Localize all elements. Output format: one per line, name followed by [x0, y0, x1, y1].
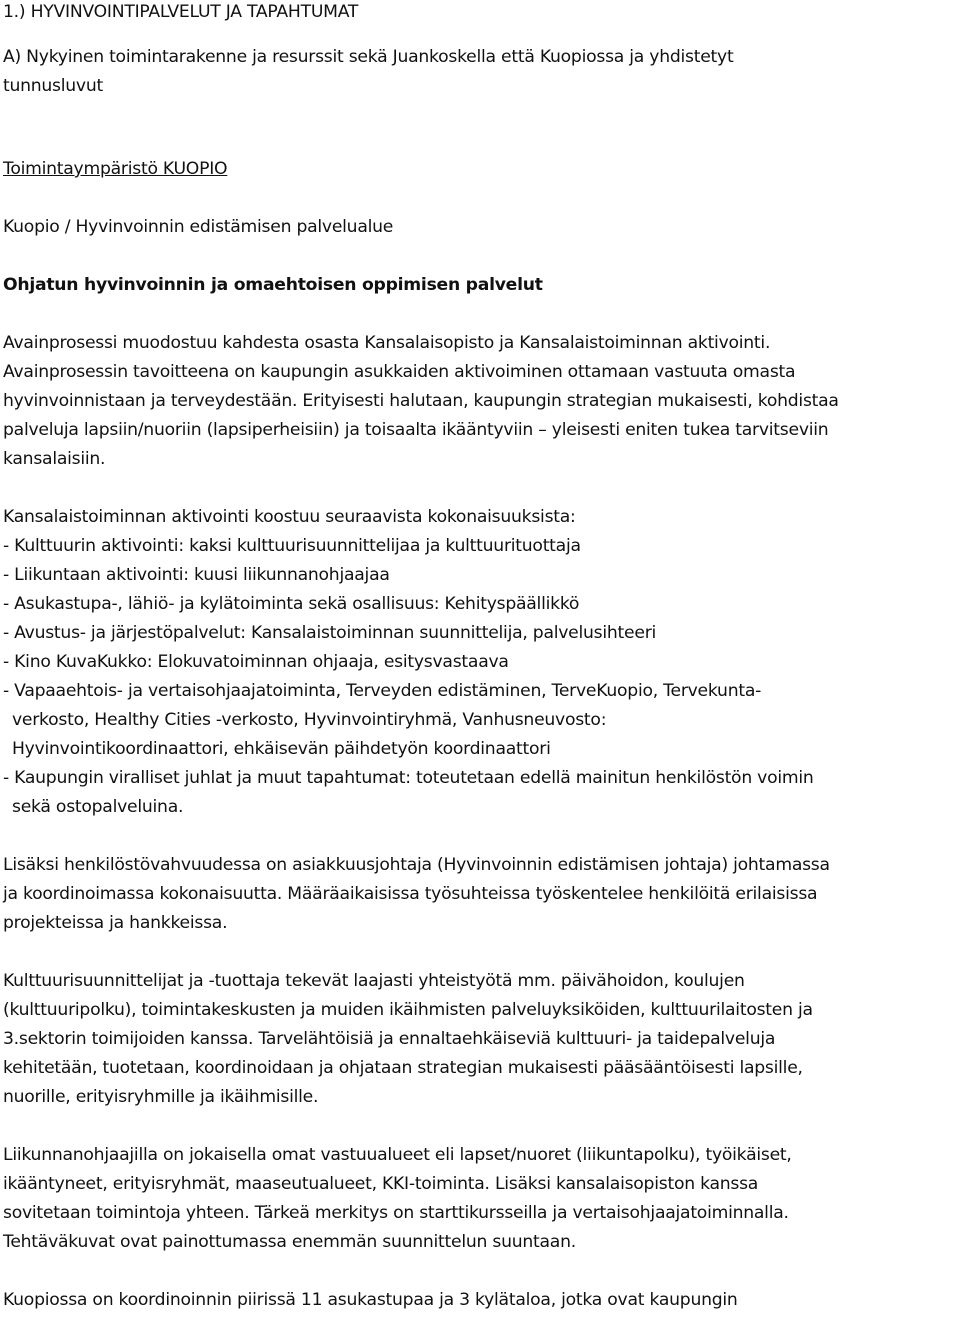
spacer: [3, 101, 955, 155]
paragraph-line: ja koordinoimassa kokonaisuutta. Määräaikaisissa työsuhteissa työskentelee henkilöitä erilaisissa: [3, 884, 818, 904]
list-item: - Kulttuurin aktivointi: kaksi kulttuurisuunnittelijaa ja kulttuurituottaja: [3, 536, 581, 556]
paragraph-culture-planners: [3, 967, 955, 1112]
paragraph-key-process: [3, 329, 955, 474]
org-path: Kuopio / Hyvinvoinnin edistämisen palvelualue: [3, 217, 394, 237]
list-item: - Asukastupa-, lähiö- ja kylätoiminta sekä osallisuus: Kehityspäällikkö: [3, 594, 580, 614]
subheading-line: A) Nykyinen toimintarakenne ja resurssit sekä Juankoskella että Kuopiossa ja yhdistetyt: [3, 47, 734, 67]
list-item-continuation: verkosto, Healthy Cities -verkosto, Hyvinvointiryhmä, Vanhusneuvosto:: [12, 710, 607, 730]
list-item-continuation: sekä ostopalveluina.: [12, 797, 184, 817]
document-heading: 1.) HYVINVOINTIPALVELUT JA TAPAHTUMAT: [3, 2, 359, 22]
paragraph-line: 3.sektorin toimijoiden kanssa. Tarvelähtöisiä ja ennaltaehkäiseviä kulttuuri- ja taidepalveluja: [3, 1029, 776, 1049]
spacer: [3, 822, 955, 851]
subheading-line: tunnusluvut: [3, 76, 103, 96]
paragraph-line: Lisäksi henkilöstövahvuudessa on asiakkuusjohtaja (Hyvinvoinnin edistämisen johtaja) johtamassa: [3, 855, 830, 875]
list-item-continuation: Hyvinvointikoordinaattori, ehkäisevän päihdetyön koordinaattori: [12, 739, 551, 759]
paragraph-line: projekteissa ja hankkeissa.: [3, 913, 228, 933]
paragraph-line: nuorille, erityisryhmille ja ikäihmisille.: [3, 1087, 319, 1107]
paragraph-line: Kuopiossa on koordinoinnin piirissä 11 asukastupaa ja 3 kylätaloa, jotka ovat kaupungin: [3, 1290, 738, 1310]
paragraph-line: kansalaisiin.: [3, 449, 106, 469]
paragraph-line: palveluja lapsiin/nuoriin (lapsiperheisiin) ja toisaalta ikääntyviin – yleisesti eniten tukea tarvitseviin: [3, 420, 829, 440]
list-intro: Kansalaistoiminnan aktivointi koostuu seuraavista kokonaisuuksista:: [3, 507, 576, 527]
spacer: [3, 27, 955, 43]
list-item: - Kaupungin viralliset juhlat ja muut tapahtumat: toteutetaan edellä mainitun henkilöstön voimin: [3, 768, 814, 788]
spacer: [3, 1257, 955, 1286]
paragraph-resident-houses: [3, 1286, 955, 1315]
list-item: - Avustus- ja järjestöpalvelut: Kansalaistoiminnan suunnittelija, palvelusihteeri: [3, 623, 657, 643]
spacer: [3, 1112, 955, 1141]
paragraph-staffing: [3, 851, 955, 938]
activation-list: [3, 503, 955, 822]
paragraph-line: Avainprosessi muodostuu kahdesta osasta Kansalaisopisto ja Kansalaistoiminnan aktivointi.: [3, 333, 771, 353]
paragraph-line: Avainprosessin tavoitteena on kaupungin asukkaiden aktivoiminen ottamaan vastuuta omasta: [3, 362, 796, 382]
spacer: [3, 300, 955, 329]
paragraph-line: kehitetään, tuotetaan, koordinoidaan ja ohjataan strategian mukaisesti pääsääntöisesti lapsille,: [3, 1058, 803, 1078]
spacer: [3, 184, 955, 213]
paragraph-line: Liikunnanohjaajilla on jokaisella omat vastuualueet eli lapset/nuoret (liikuntapolku), työikäiset,: [3, 1145, 792, 1165]
list-item: - Vapaaehtois- ja vertaisohjaajatoiminta, Terveyden edistäminen, TerveKuopio, Tervekunta-: [3, 681, 762, 701]
spacer: [3, 938, 955, 967]
document-page: [3, 0, 955, 1315]
service-title: Ohjatun hyvinvoinnin ja omaehtoisen oppimisen palvelut: [3, 275, 543, 295]
paragraph-sports-instructors: [3, 1141, 955, 1257]
paragraph-line: sovitetaan toimintoja yhteen. Tärkeä merkitys on starttikursseilla ja vertaisohjaajatoiminnalla.: [3, 1203, 789, 1223]
spacer: [3, 242, 955, 271]
paragraph-line: Kulttuurisuunnittelijat ja -tuottaja tekevät laajasti yhteistyötä mm. päivähoidon, koulujen: [3, 971, 745, 991]
paragraph-line: hyvinvoinnistaan ja terveydestään. Erityisesti halutaan, kaupungin strategian mukaisesti, kohdistaa: [3, 391, 839, 411]
paragraph-line: (kulttuuripolku), toimintakeskusten ja muiden ikäihmisten palveluyksiköiden, kulttuurilaitosten ja: [3, 1000, 813, 1020]
spacer: [3, 474, 955, 503]
list-item: - Liikuntaan aktivointi: kuusi liikunnanohjaajaa: [3, 565, 390, 585]
environment-title: Toimintaympäristö KUOPIO: [3, 159, 228, 179]
section-subheading: [3, 43, 955, 101]
paragraph-line: ikääntyneet, erityisryhmät, maaseutualueet, KKI-toiminta. Lisäksi kansalaisopiston kanssa: [3, 1174, 759, 1194]
paragraph-line: Tehtäväkuvat ovat painottumassa enemmän suunnittelun suuntaan.: [3, 1232, 576, 1252]
list-item: - Kino KuvaKukko: Elokuvatoiminnan ohjaaja, esitysvastaava: [3, 652, 509, 672]
